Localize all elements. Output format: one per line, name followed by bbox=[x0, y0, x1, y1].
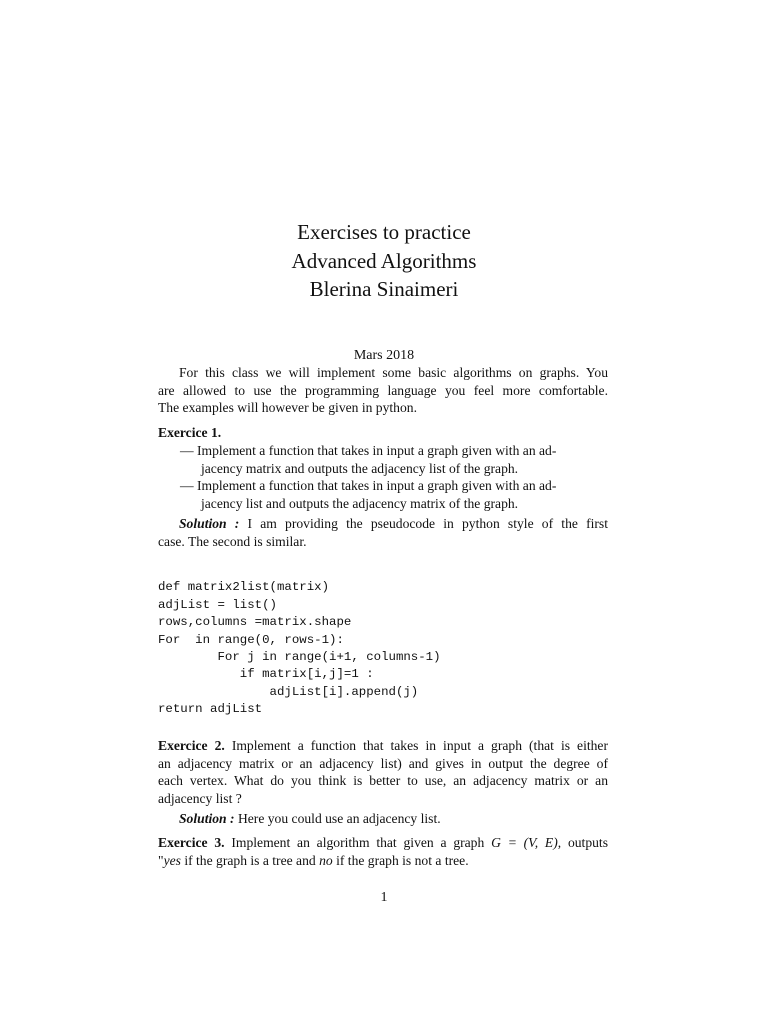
exercise-3-heading: Exercice 3. bbox=[158, 835, 225, 850]
open-quote: " bbox=[158, 852, 164, 868]
exercise-2-line-4: adjacency list ? bbox=[158, 790, 242, 806]
item-1-line-1: — Implement a function that takes in input a graph given with an ad- bbox=[180, 443, 557, 458]
exercise-2-solution bbox=[158, 810, 608, 828]
code-line: For in range(0, rows-1): bbox=[158, 632, 344, 647]
exercise-2-text-1: Implement a function that takes in input a graph (that is either bbox=[231, 738, 608, 753]
title-line-1: Exercises to practice bbox=[297, 220, 471, 244]
document-date: Mars 2018 bbox=[353, 348, 415, 363]
solution-2-label: Solution : bbox=[179, 811, 235, 826]
exercise-3-text-2: , outputs bbox=[557, 835, 608, 850]
title-block bbox=[0, 218, 768, 304]
code-line: adjList = list() bbox=[158, 597, 277, 612]
code-line: if matrix[i,j]=1 : bbox=[158, 667, 374, 682]
solution-1-line-2: case. The second is similar. bbox=[158, 533, 307, 549]
exercise-3-text-3: if the graph is a tree and bbox=[184, 852, 316, 868]
solution-2-text: Here you could use an adjacency list. bbox=[237, 811, 441, 826]
page-number: 1 bbox=[380, 890, 388, 905]
exercise-3-line-2 bbox=[158, 852, 608, 870]
code-line: For j in range(i+1, columns-1) bbox=[158, 650, 441, 665]
exercise-1-heading-block bbox=[158, 424, 608, 442]
code-block bbox=[158, 562, 441, 719]
intro-line-3: The examples will however be given in python. bbox=[158, 400, 417, 415]
exercise-2-line-2: an adjacency matrix or an adjacency list) and gives in output the degree of bbox=[158, 755, 608, 771]
code-line: adjList[i].append(j) bbox=[158, 684, 419, 699]
exercise-3-text-1: Implement an algorithm that given a graph bbox=[231, 835, 485, 850]
exercise-2 bbox=[158, 737, 608, 807]
exercise-3-line-1 bbox=[158, 834, 608, 852]
code-line: rows,columns =matrix.shape bbox=[158, 615, 352, 630]
intro-line-2: are allowed to use the programming language you feel more comfortable. bbox=[158, 382, 608, 398]
no-word: no bbox=[319, 852, 333, 868]
solution-2-line bbox=[158, 810, 608, 828]
exercise-1-item-2 bbox=[180, 477, 608, 512]
exercise-2-heading: Exercice 2. bbox=[158, 738, 225, 753]
item-2-line-2: jacency list and outputs the adjacency matrix of the graph. bbox=[201, 495, 519, 511]
title-line-2: Advanced Algorithms bbox=[291, 248, 477, 273]
exercise-1-solution bbox=[158, 515, 608, 550]
exercise-2-line-3: each vertex. What do you think is better to use, an adjacency matrix or an bbox=[158, 773, 608, 788]
item-2-line-1: — Implement a function that takes in input a graph given with an ad- bbox=[180, 478, 557, 493]
code-line: def matrix2list(matrix) bbox=[158, 580, 330, 595]
exercise-3-math: G = (V, E) bbox=[491, 835, 558, 850]
code-line: return adjList bbox=[158, 702, 263, 717]
exercise-3-text-4: if the graph is not a tree. bbox=[336, 852, 469, 868]
item-1-line-2: jacency matrix and outputs the adjacency list of the graph. bbox=[201, 460, 519, 476]
solution-1-line-1 bbox=[158, 515, 608, 533]
author-name: Blerina Sinaimeri bbox=[309, 277, 459, 301]
exercise-1-item-1 bbox=[180, 442, 608, 477]
exercise-3 bbox=[158, 834, 608, 869]
intro-line-1: For this class we will implement some basic algorithms on graphs. You bbox=[179, 365, 608, 380]
intro-paragraph bbox=[158, 364, 608, 417]
solution-1-label: Solution : bbox=[179, 516, 240, 531]
solution-1-text: I am providing the pseudocode in python style of the first bbox=[247, 516, 608, 531]
exercise-1-heading: Exercice 1. bbox=[158, 425, 222, 440]
exercise-2-line-1 bbox=[158, 737, 608, 755]
yes-word: yes bbox=[163, 852, 181, 868]
